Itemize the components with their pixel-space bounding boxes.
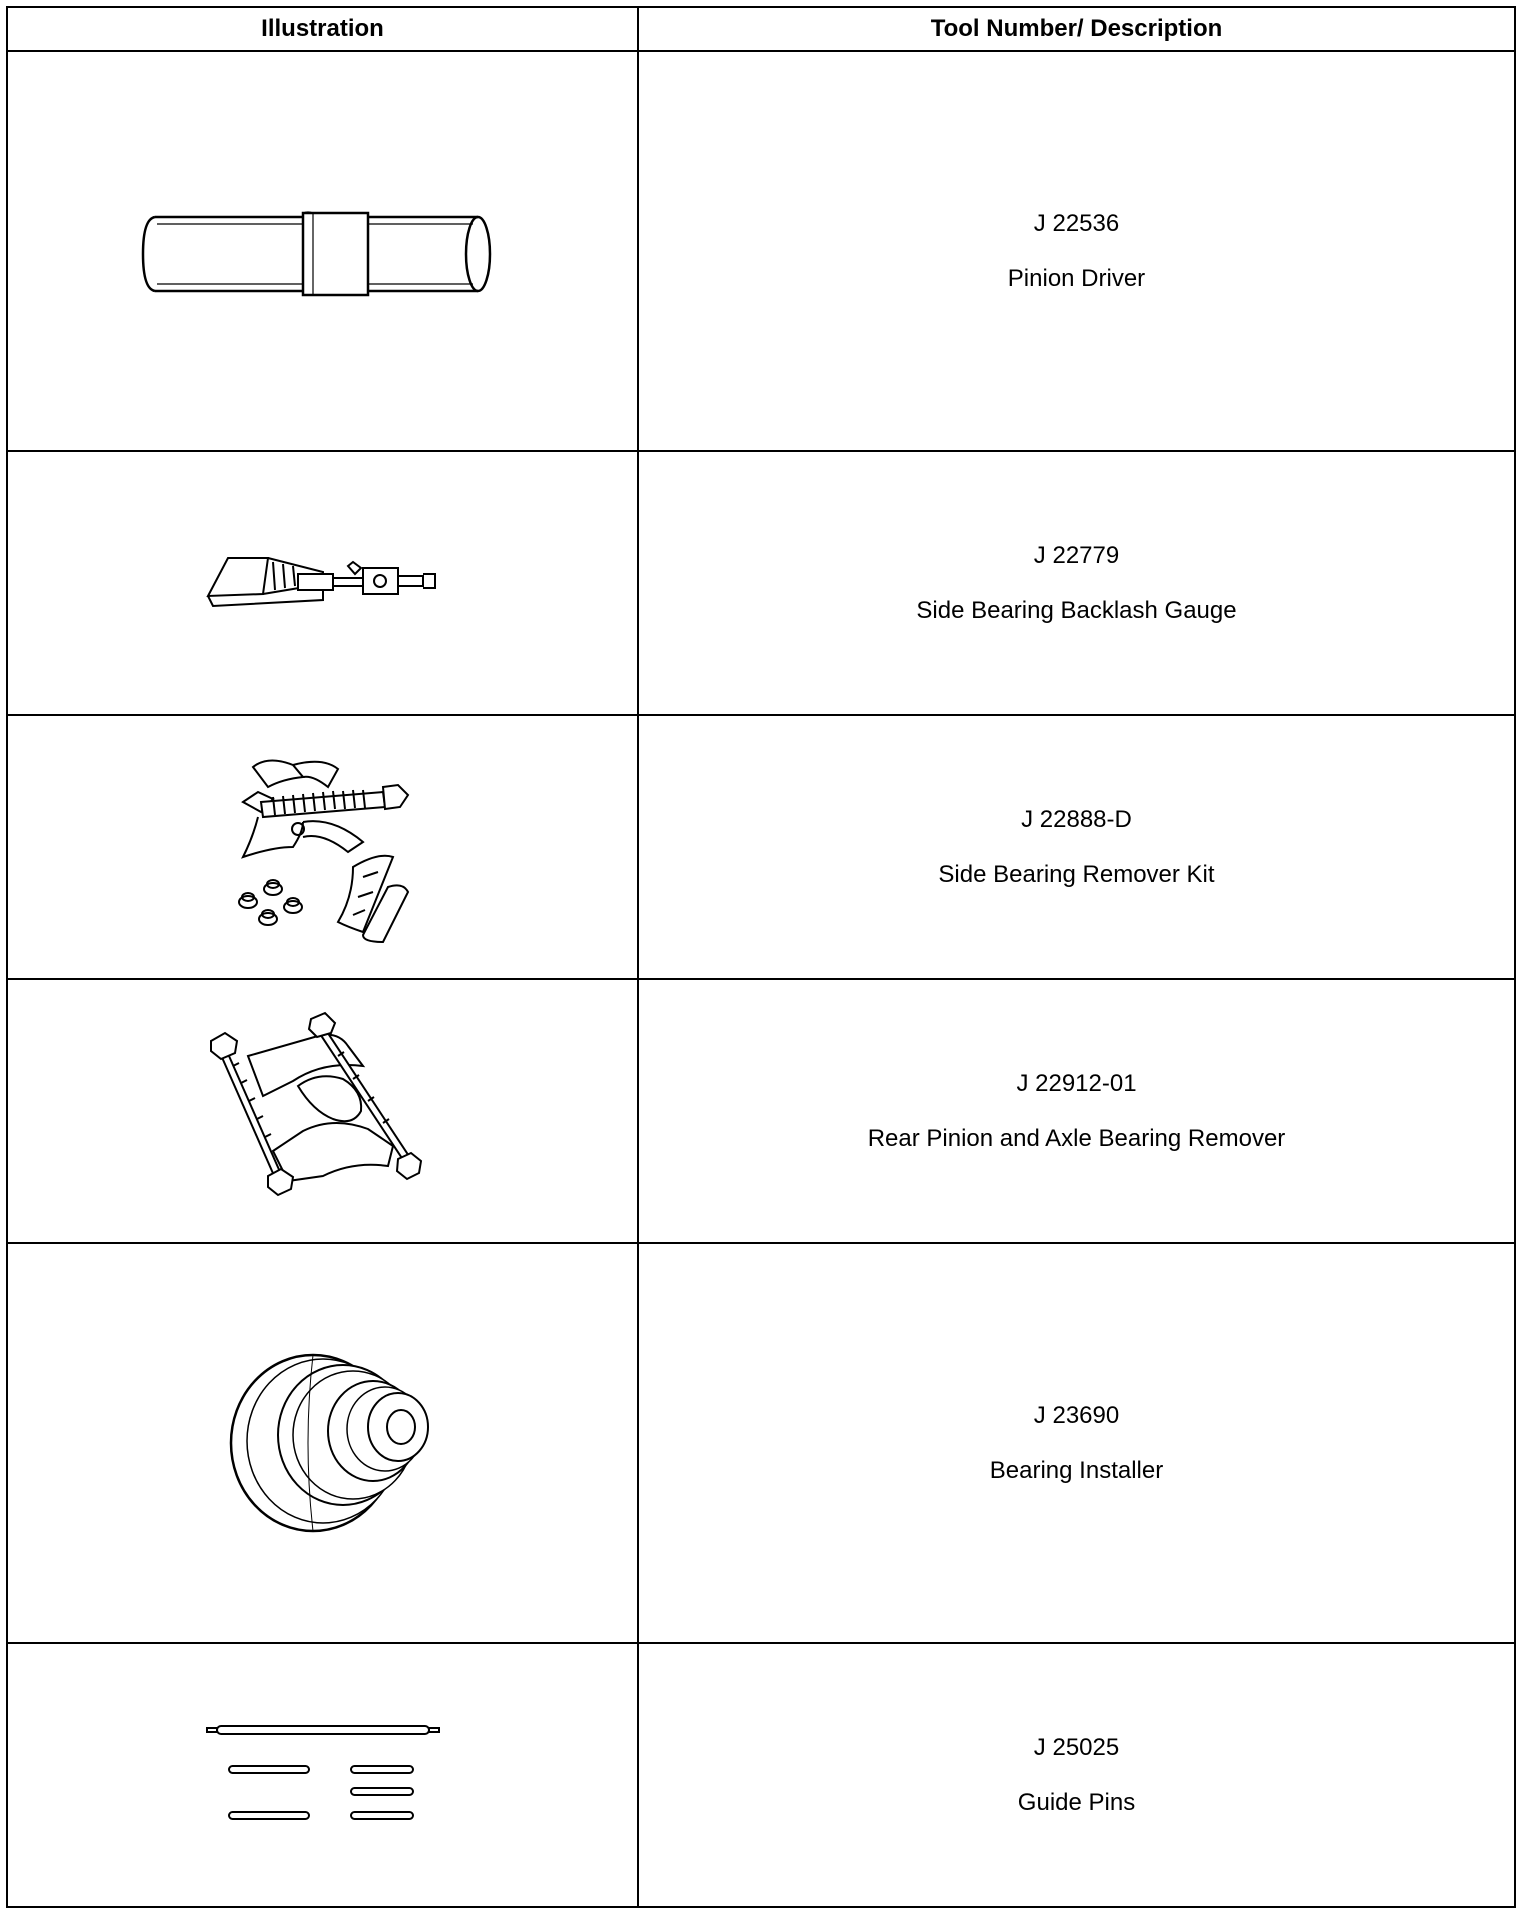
tool-number: J 23690 xyxy=(1033,1401,1120,1429)
pinion-driver-illustration xyxy=(133,191,513,311)
tool-description: Bearing Installer xyxy=(989,1456,1164,1484)
bearing-remover-kit-illustration xyxy=(213,747,433,947)
illustration-cell xyxy=(7,1643,638,1907)
table-row xyxy=(7,1243,1515,1643)
tool-number: J 25025 xyxy=(1033,1733,1120,1761)
header-tool-description: Tool Number/ Description xyxy=(638,7,1515,51)
tool-number: J 22779 xyxy=(1033,541,1120,569)
tool-description-cell xyxy=(638,51,1515,451)
tool-description-cell xyxy=(638,1243,1515,1643)
tool-description-cell xyxy=(638,715,1515,979)
backlash-gauge-illustration xyxy=(203,548,443,618)
bearing-separator-illustration xyxy=(203,1011,443,1211)
tool-number: J 22912-01 xyxy=(1016,1069,1137,1097)
special-tools-table xyxy=(6,6,1516,1908)
tool-description: Guide Pins xyxy=(1017,1788,1136,1816)
illustration-cell xyxy=(7,1243,638,1643)
illustration-cell xyxy=(7,979,638,1243)
tool-description: Pinion Driver xyxy=(1007,264,1146,292)
illustration-cell xyxy=(7,451,638,715)
table-row xyxy=(7,715,1515,979)
tool-description: Side Bearing Backlash Gauge xyxy=(916,596,1237,624)
tool-description-cell xyxy=(638,1643,1515,1907)
tool-description-cell xyxy=(638,979,1515,1243)
tool-description: Rear Pinion and Axle Bearing Remover xyxy=(867,1124,1286,1152)
table-row xyxy=(7,1643,1515,1907)
guide-pins-illustration xyxy=(203,1720,443,1830)
table-row xyxy=(7,51,1515,451)
illustration-cell xyxy=(7,51,638,451)
illustration-cell xyxy=(7,715,638,979)
bearing-installer-illustration xyxy=(203,1343,443,1543)
header-row xyxy=(7,7,1515,51)
header-illustration: Illustration xyxy=(7,7,638,51)
tool-number: J 22536 xyxy=(1033,209,1120,237)
table-row xyxy=(7,451,1515,715)
tool-description: Side Bearing Remover Kit xyxy=(938,860,1215,888)
tool-number: J 22888-D xyxy=(1021,805,1132,833)
table-row xyxy=(7,979,1515,1243)
tool-description-cell xyxy=(638,451,1515,715)
